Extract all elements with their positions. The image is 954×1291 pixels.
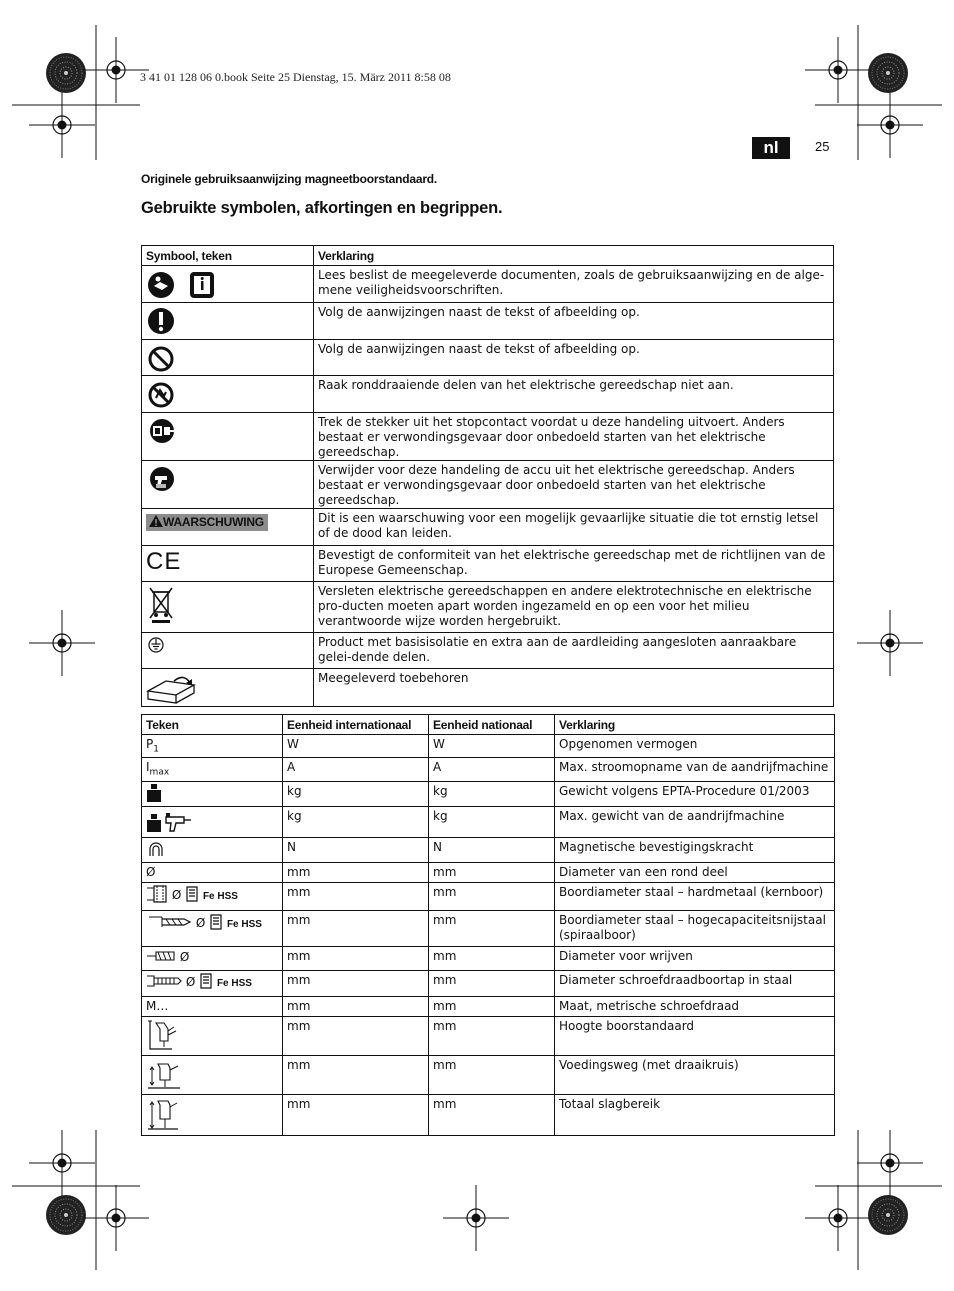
earth-ground-icon	[146, 635, 166, 655]
sign-cell: Ø	[142, 862, 283, 882]
read-manual-icon	[146, 268, 216, 300]
unit-natl-cell: mm	[429, 1094, 555, 1135]
unit-intl-cell: N	[283, 837, 429, 862]
unit-natl-cell: mm	[429, 1016, 555, 1055]
sign-cell	[142, 1094, 283, 1135]
explanation-cell: Diameter van een rond deel	[555, 862, 835, 882]
sign-cell	[142, 970, 283, 996]
explanation-cell: Opgenomen vermogen	[555, 735, 835, 758]
explanation-cell: Gewicht volgens EPTA-Procedure 01/2003	[555, 781, 835, 806]
unit-natl-cell: kg	[429, 806, 555, 837]
table-row	[142, 758, 835, 781]
table-header-row	[142, 715, 835, 735]
explanation-cell: Lees beslist de meegeleverde documenten, zoals de gebruiksaanwijzing en de alge-mene veiligheidsvoorschriften.	[314, 266, 834, 303]
starburst-mark	[868, 53, 908, 93]
ce-mark-icon: CE	[146, 548, 182, 575]
stand-height-icon	[146, 1019, 178, 1051]
symbol-cell	[142, 582, 314, 633]
explanation-cell: Max. gewicht van de aandrijfmachine	[555, 806, 835, 837]
feed-travel-icon	[146, 1058, 182, 1090]
explanation-cell: Volg de aanwijzingen naast de tekst of afbeelding op.	[314, 303, 834, 340]
table-row	[142, 882, 835, 910]
unit-intl-cell: mm	[283, 882, 429, 910]
crosshair-mark	[29, 92, 95, 158]
page-number: 25	[815, 139, 830, 154]
magnet-icon	[146, 840, 166, 858]
unit-natl-cell: mm	[429, 946, 555, 970]
symbol-cell	[142, 340, 314, 376]
table-row	[142, 970, 835, 996]
unit-intl-cell: mm	[283, 910, 429, 946]
column-header: Verklaring	[314, 246, 834, 266]
sign-subscript: 1	[153, 744, 159, 755]
unit-natl-cell: mm	[429, 1055, 555, 1094]
sign-cell	[142, 910, 283, 946]
unit-intl-cell: mm	[283, 1094, 429, 1135]
table-row	[142, 781, 835, 806]
steel-material-icon	[199, 973, 213, 989]
explanation-cell: Diameter schroefdraadboortap in staal	[555, 970, 835, 996]
explanation-cell: Hoogte boorstandaard	[555, 1016, 835, 1055]
table-row	[142, 862, 835, 882]
section-title: Gebruikte symbolen, afkortingen en begrippen.	[141, 199, 503, 217]
unit-natl-cell: mm	[429, 970, 555, 996]
symbol-cell	[142, 376, 314, 413]
symbol-cell	[142, 669, 314, 707]
explanation-cell: Magnetische bevestigingskracht	[555, 837, 835, 862]
explanation-cell: Boordiameter staal – hogecapaciteitsnijstaal (spiraalboor)	[555, 910, 835, 946]
crosshair-mark	[805, 1185, 871, 1251]
unit-natl-cell: mm	[429, 882, 555, 910]
explanation-cell: Totaal slagbereik	[555, 1094, 835, 1135]
unit-intl-cell: A	[283, 758, 429, 781]
crosshair-mark	[83, 1185, 149, 1251]
unit-intl-cell: mm	[283, 996, 429, 1016]
print-info: 3 41 01 128 06 0.book Seite 25 Dienstag, 15. März 2011 8:58 08	[140, 70, 451, 84]
unit-intl-cell: mm	[283, 970, 429, 996]
table-row	[142, 806, 835, 837]
explanation-cell: Verwijder voor deze handeling de accu uit het elektrische gereedschap. Anders bestaat er verwondingsgevaar door onbedoeld starten van het elektrische gereedschap.	[314, 461, 834, 509]
sign-cell	[142, 1055, 283, 1094]
symbol-cell	[142, 546, 314, 582]
sign-cell	[142, 946, 283, 970]
weight-icon	[146, 784, 162, 802]
warning-triangle-icon	[149, 515, 163, 527]
table-row	[142, 735, 835, 758]
unit-intl-cell: kg	[283, 806, 429, 837]
do-not-touch-icon	[146, 378, 176, 410]
unit-natl-cell: N	[429, 837, 555, 862]
explanation-cell: Bevestigt de conformiteit van het elektrische gereedschap met de richtlijnen van de Europese Gemeenschap.	[314, 546, 834, 582]
column-header: Eenheid nationaal	[429, 715, 555, 735]
document-subtitle: Originele gebruiksaanwijzing magneetboorstandaard.	[141, 172, 438, 186]
unit-intl-cell: mm	[283, 1016, 429, 1055]
table-header-row	[142, 246, 834, 266]
symbol-cell	[142, 413, 314, 461]
explanation-cell: Maat, metrische schroefdraad	[555, 996, 835, 1016]
starburst-mark	[46, 53, 86, 93]
material-label: Fe HSS	[216, 977, 252, 989]
symbol-cell	[142, 633, 314, 669]
sign-cell	[142, 735, 283, 758]
symbol-cell	[142, 266, 314, 303]
unit-intl-cell: W	[283, 735, 429, 758]
table-row	[142, 461, 834, 509]
column-header: Teken	[142, 715, 283, 735]
starburst-mark	[46, 1195, 86, 1235]
crosshair-mark	[857, 92, 923, 158]
total-stroke-icon	[146, 1097, 180, 1131]
diameter-sign: Ø	[195, 915, 206, 930]
explanation-cell: Trek de stekker uit het stopcontact voordat u deze handeling uitvoert. Anders bestaat er verwondingsgevaar door onbedoeld starten van het elektrische gereedschap.	[314, 413, 834, 461]
table-row	[142, 669, 834, 707]
table-row	[142, 996, 835, 1016]
warning-label-text: WAARSCHUWING	[163, 515, 264, 529]
unit-natl-cell: A	[429, 758, 555, 781]
crosshair-mark	[29, 610, 95, 676]
sign-cell	[142, 781, 283, 806]
weight-drill-icon	[146, 809, 192, 833]
table-row	[142, 376, 834, 413]
table-row	[142, 1094, 835, 1135]
crosshair-mark	[857, 610, 923, 676]
explanation-cell: Product met basisisolatie en extra aan de aardleiding aangesloten aanraakbare gelei-dende delen.	[314, 633, 834, 669]
unit-natl-cell: mm	[429, 862, 555, 882]
steel-material-icon	[185, 886, 199, 902]
waste-bin-crossed-icon	[146, 584, 176, 624]
table-row	[142, 582, 834, 633]
sign-cell: M…	[142, 996, 283, 1016]
unit-natl-cell: mm	[429, 996, 555, 1016]
symbol-cell	[142, 461, 314, 509]
table-row	[142, 633, 834, 669]
remove-battery-icon	[146, 463, 176, 495]
explanation-cell: Meegeleverd toebehoren	[314, 669, 834, 707]
table-row	[142, 340, 834, 376]
reamer-icon	[146, 949, 176, 963]
table-row	[142, 837, 835, 862]
warning-label	[146, 514, 268, 531]
starburst-mark	[868, 1195, 908, 1235]
sign-cell	[142, 837, 283, 862]
column-header: Eenheid internationaal	[283, 715, 429, 735]
sign-cell	[142, 758, 283, 781]
explanation-cell: Versleten elektrische gereedschappen en andere elektrotechnische en elektrische pro-ducten moeten apart worden ingezameld en op een voor het milieu verantwoorde wijze worden hergebruikt.	[314, 582, 834, 633]
sign-cell	[142, 806, 283, 837]
sign-symbol: I	[146, 760, 150, 775]
explanation-cell: Max. stroomopname van de aandrijfmachine	[555, 758, 835, 781]
unit-natl-cell: kg	[429, 781, 555, 806]
symbol-cell	[142, 509, 314, 546]
unplug-icon	[146, 415, 176, 447]
diameter-sign: Ø	[185, 974, 196, 989]
sign-symbol: P	[146, 737, 154, 751]
material-label: Fe HSS	[226, 918, 262, 930]
core-bit-icon	[146, 885, 168, 903]
table-row	[142, 509, 834, 546]
table-row	[142, 546, 834, 582]
explanation-cell: Boordiameter staal – hardmetaal (kernboor)	[555, 882, 835, 910]
sign-cell	[142, 1016, 283, 1055]
table-row	[142, 266, 834, 303]
explanation-cell: Dit is een waarschuwing voor een mogelijk gevaarlijke situatie die tot ernstig letsel of de dood kan leiden.	[314, 509, 834, 546]
table-row	[142, 1016, 835, 1055]
unit-natl-cell: W	[429, 735, 555, 758]
table-row	[142, 303, 834, 340]
accessory-box-icon	[146, 671, 198, 705]
unit-intl-cell: mm	[283, 1055, 429, 1094]
table-row	[142, 946, 835, 970]
steel-material-icon	[209, 914, 223, 930]
sign-subscript: max	[149, 767, 170, 778]
column-header: Verklaring	[555, 715, 835, 735]
table-row	[142, 1055, 835, 1094]
explanation-cell: Volg de aanwijzingen naast de tekst of afbeelding op.	[314, 340, 834, 376]
column-header: Symbool, teken	[142, 246, 314, 266]
diameter-sign: Ø	[179, 949, 190, 964]
crosshair-mark	[443, 1185, 509, 1251]
unit-natl-cell: mm	[429, 910, 555, 946]
units-table	[141, 714, 835, 1136]
material-label: Fe HSS	[202, 890, 238, 902]
sign-cell	[142, 882, 283, 910]
prohibition-icon	[146, 342, 176, 374]
mandatory-exclamation-icon	[146, 305, 176, 337]
explanation-cell: Voedingsweg (met draaikruis)	[555, 1055, 835, 1094]
explanation-cell: Diameter voor wrijven	[555, 946, 835, 970]
explanation-cell: Raak ronddraaiende delen van het elektrische gereedschap niet aan.	[314, 376, 834, 413]
crosshair-mark	[805, 37, 871, 103]
diameter-sign: Ø	[171, 887, 182, 902]
unit-intl-cell: mm	[283, 946, 429, 970]
symbols-table	[141, 245, 834, 707]
table-row	[142, 413, 834, 461]
unit-intl-cell: kg	[283, 781, 429, 806]
tap-icon	[146, 973, 182, 989]
unit-intl-cell: mm	[283, 862, 429, 882]
table-row	[142, 910, 835, 946]
symbol-cell	[142, 303, 314, 340]
language-badge: nl	[752, 137, 790, 159]
twist-drill-icon	[148, 913, 192, 931]
